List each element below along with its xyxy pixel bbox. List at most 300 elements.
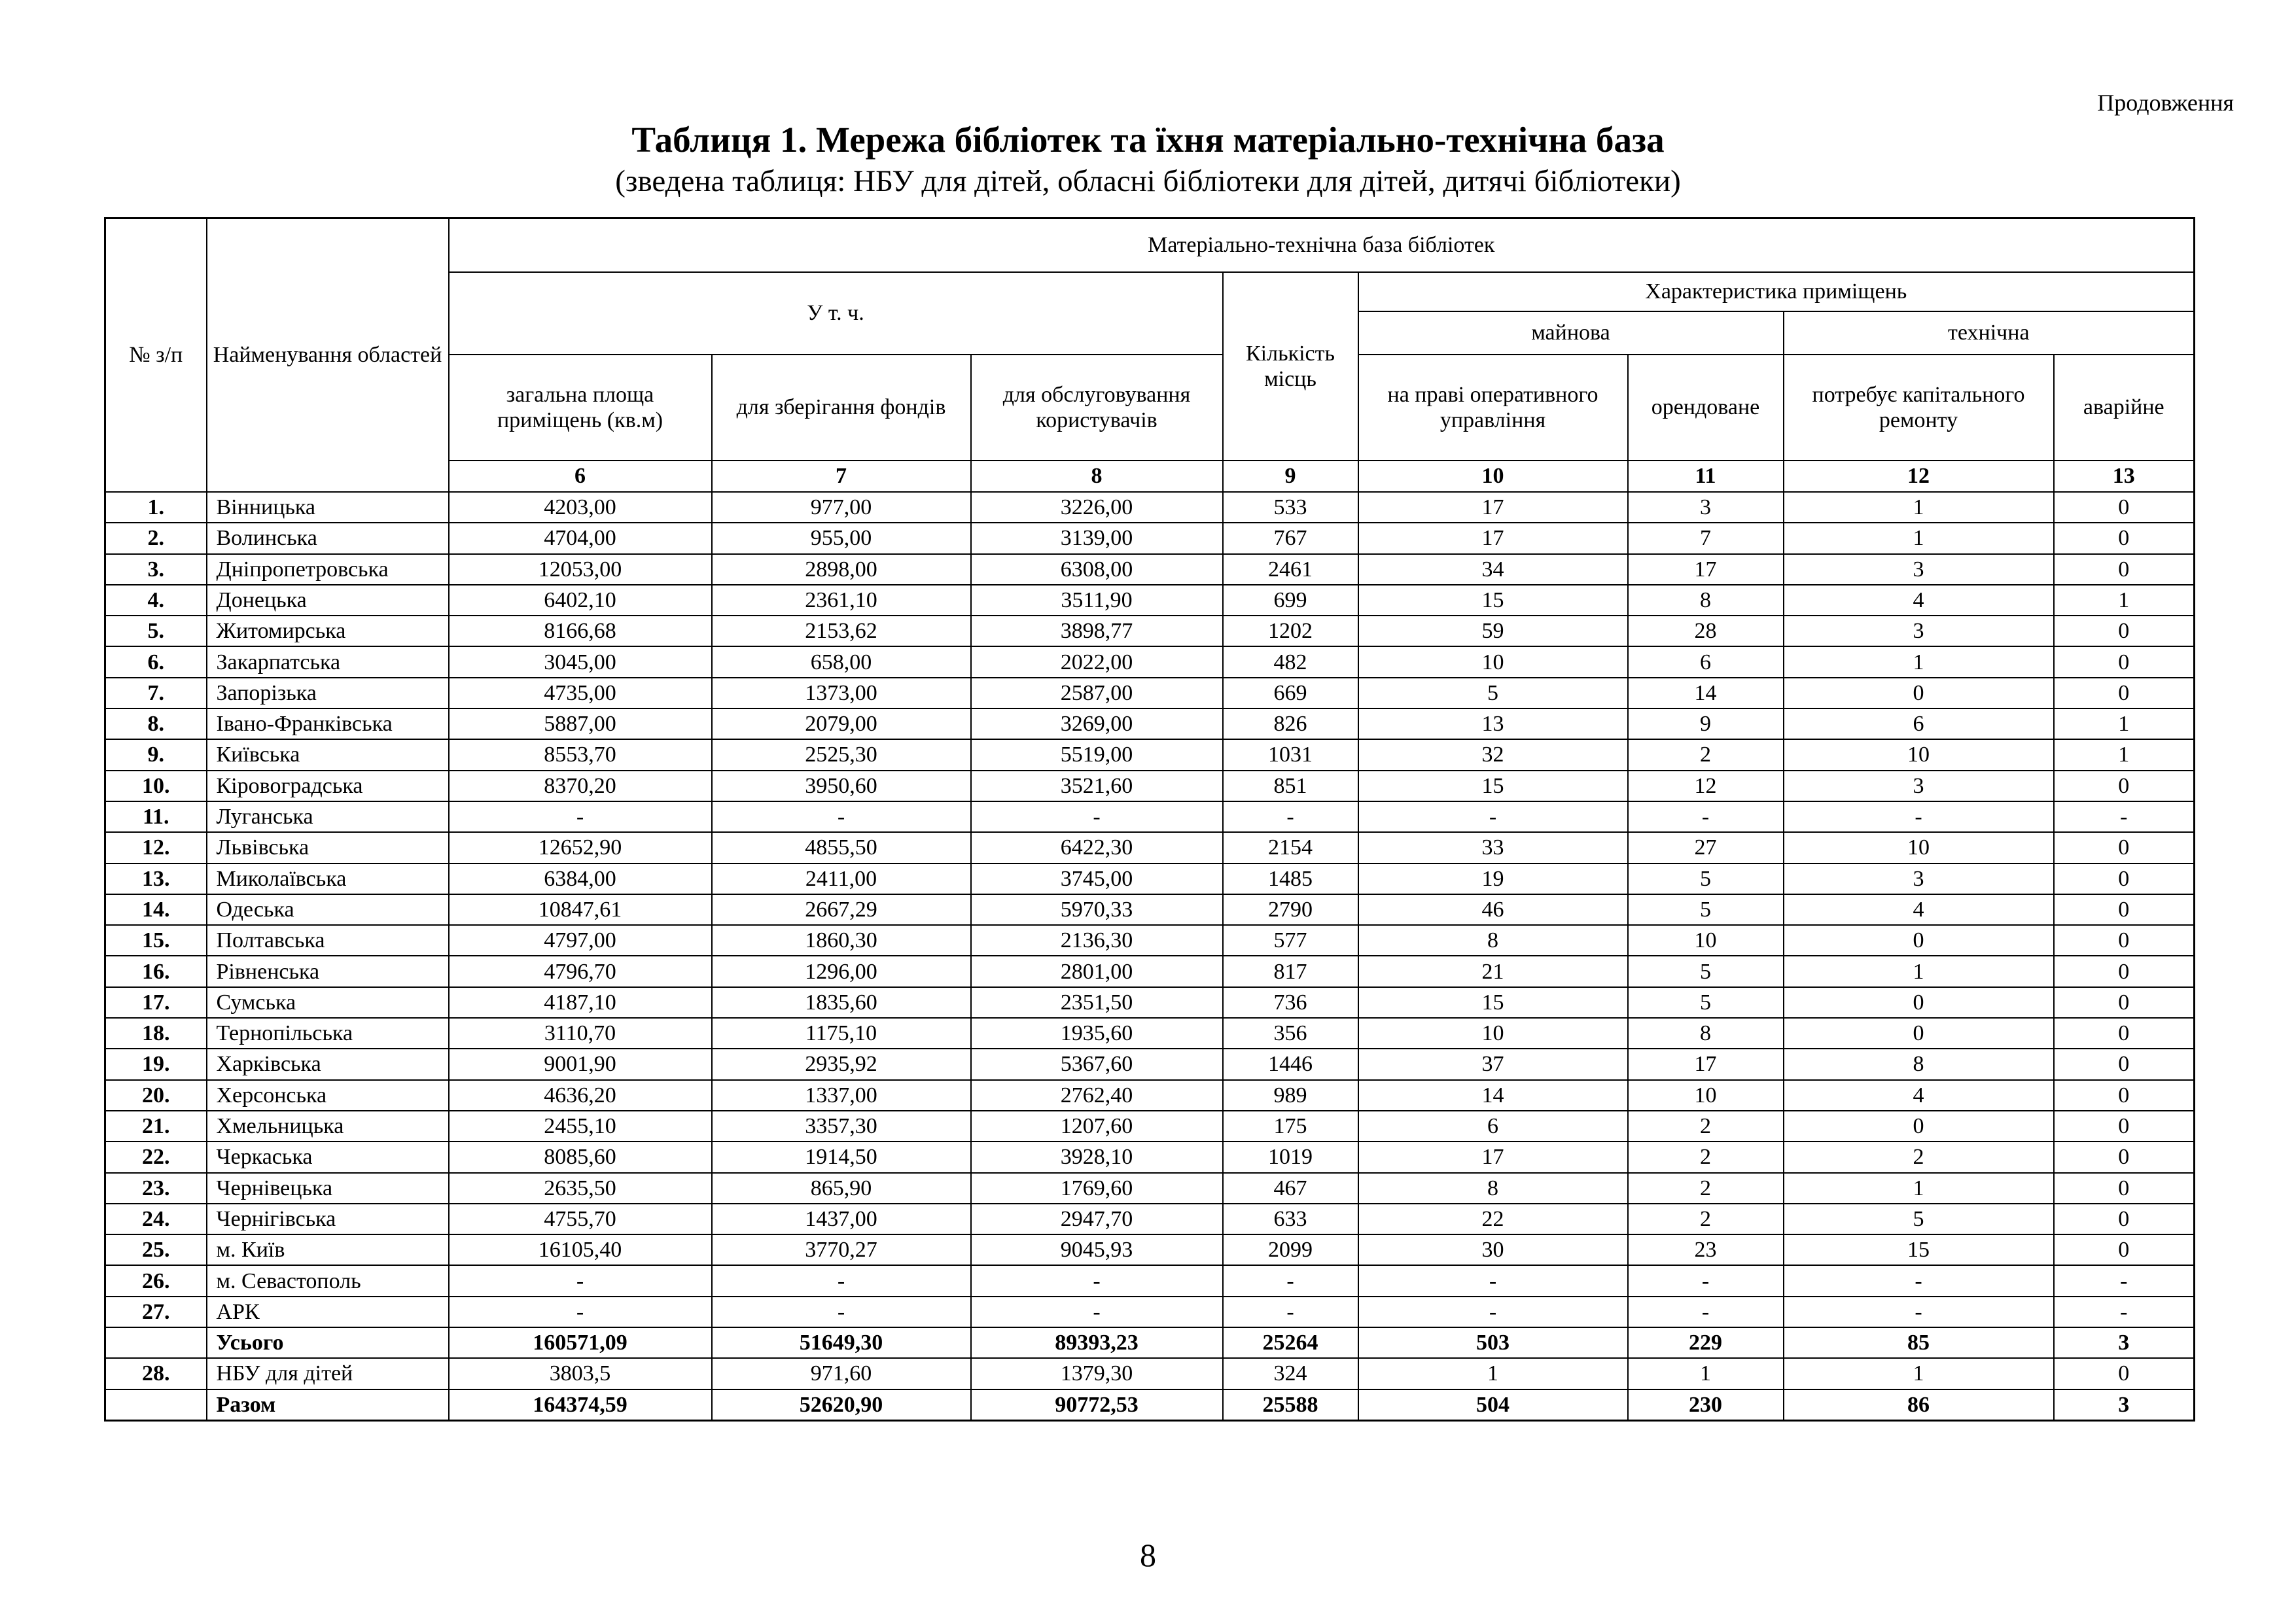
- value-cell: 955,00: [712, 523, 971, 553]
- row-number: 19.: [105, 1049, 207, 1079]
- value-cell: 971,60: [712, 1358, 971, 1389]
- value-cell: 8: [1358, 925, 1628, 956]
- value-cell: 6422,30: [971, 832, 1223, 863]
- row-number: 4.: [105, 585, 207, 616]
- region-name: Донецька: [207, 585, 449, 616]
- value-cell: 8166,68: [449, 616, 712, 646]
- value-cell: 577: [1223, 925, 1358, 956]
- value-cell: -: [1358, 801, 1628, 832]
- value-cell: 10: [1358, 646, 1628, 677]
- value-cell: 6402,10: [449, 585, 712, 616]
- value-cell: 5: [1628, 956, 1784, 986]
- value-cell: 1019: [1223, 1142, 1358, 1172]
- value-cell: 3045,00: [449, 646, 712, 677]
- column-number: 6: [449, 461, 712, 492]
- value-cell: 2762,40: [971, 1080, 1223, 1111]
- value-cell: 633: [1223, 1204, 1358, 1234]
- row-number: 8.: [105, 708, 207, 739]
- row-number: 11.: [105, 801, 207, 832]
- table-row: [105, 678, 2195, 708]
- value-cell: 1446: [1223, 1049, 1358, 1079]
- value-cell: 4704,00: [449, 523, 712, 553]
- value-cell: 2790: [1223, 894, 1358, 925]
- value-cell: 10: [1628, 925, 1784, 956]
- column-number: 13: [2054, 461, 2195, 492]
- value-cell: 8: [1784, 1049, 2054, 1079]
- value-cell: 3: [1784, 864, 2054, 894]
- region-name: м. Київ: [207, 1234, 449, 1265]
- header-total-area: загальна площа приміщень (кв.м): [449, 355, 712, 461]
- value-cell: 16105,40: [449, 1234, 712, 1265]
- region-name: м. Севастополь: [207, 1265, 449, 1296]
- region-name: Луганська: [207, 801, 449, 832]
- table-row: [105, 1080, 2195, 1111]
- value-cell: -: [449, 1297, 712, 1327]
- value-cell: 2: [1628, 739, 1784, 770]
- table-row: [105, 1142, 2195, 1172]
- value-cell: 1207,60: [971, 1111, 1223, 1142]
- table-row: [105, 585, 2195, 616]
- value-cell: 0: [2054, 864, 2195, 894]
- value-cell: 0: [1784, 987, 2054, 1018]
- value-cell: 9001,90: [449, 1049, 712, 1079]
- value-cell: 14: [1628, 678, 1784, 708]
- region-name: АРК: [207, 1297, 449, 1327]
- header-including: У т. ч.: [449, 272, 1223, 355]
- header-service: для обслуговування користувачів: [971, 355, 1223, 461]
- value-cell: 3928,10: [971, 1142, 1223, 1172]
- value-cell: 59: [1358, 616, 1628, 646]
- value-cell: 32: [1358, 739, 1628, 770]
- value-cell: 4636,20: [449, 1080, 712, 1111]
- value-cell: 4203,00: [449, 492, 712, 523]
- value-cell: 4: [1784, 894, 2054, 925]
- value-cell: 9045,93: [971, 1234, 1223, 1265]
- value-cell: 10: [1784, 739, 2054, 770]
- value-cell: -: [712, 1297, 971, 1327]
- value-cell: -: [2054, 1297, 2195, 1327]
- row-number: 2.: [105, 523, 207, 553]
- value-cell: 4797,00: [449, 925, 712, 956]
- value-cell: 0: [1784, 678, 2054, 708]
- value-cell: 1: [2054, 739, 2195, 770]
- region-name: НБУ для дітей: [207, 1358, 449, 1389]
- value-cell: 10847,61: [449, 894, 712, 925]
- value-cell: 22: [1358, 1204, 1628, 1234]
- value-cell: 0: [1784, 1018, 2054, 1049]
- value-cell: 15: [1358, 987, 1628, 1018]
- value-cell: 2: [1628, 1204, 1784, 1234]
- value-cell: 1835,60: [712, 987, 971, 1018]
- value-cell: 2898,00: [712, 554, 971, 585]
- table-row: [105, 1204, 2195, 1234]
- value-cell: 2: [1628, 1173, 1784, 1204]
- value-cell: -: [1784, 801, 2054, 832]
- value-cell: 1437,00: [712, 1204, 971, 1234]
- row-number: 1.: [105, 492, 207, 523]
- header-repair: потребує капітального ремонту: [1784, 355, 2054, 461]
- value-cell: 25264: [1223, 1327, 1358, 1358]
- region-name: Київська: [207, 739, 449, 770]
- value-cell: -: [1628, 1265, 1784, 1296]
- value-cell: 3226,00: [971, 492, 1223, 523]
- row-number: 6.: [105, 646, 207, 677]
- column-number: 7: [712, 461, 971, 492]
- table-row: [105, 1111, 2195, 1142]
- row-number: 21.: [105, 1111, 207, 1142]
- value-cell: 5887,00: [449, 708, 712, 739]
- value-cell: 6: [1358, 1111, 1628, 1142]
- value-cell: 2022,00: [971, 646, 1223, 677]
- value-cell: 4796,70: [449, 956, 712, 986]
- value-cell: 160571,09: [449, 1327, 712, 1358]
- value-cell: 230: [1628, 1389, 1784, 1421]
- table-row: [105, 1265, 2195, 1296]
- value-cell: 6308,00: [971, 554, 1223, 585]
- value-cell: 356: [1223, 1018, 1358, 1049]
- value-cell: 0: [2054, 1173, 2195, 1204]
- value-cell: 3898,77: [971, 616, 1223, 646]
- row-number: 25.: [105, 1234, 207, 1265]
- value-cell: 4855,50: [712, 832, 971, 863]
- row-number: 26.: [105, 1265, 207, 1296]
- value-cell: 0: [2054, 925, 2195, 956]
- value-cell: 3745,00: [971, 864, 1223, 894]
- value-cell: 27: [1628, 832, 1784, 863]
- value-cell: 4: [1784, 585, 2054, 616]
- value-cell: 33: [1358, 832, 1628, 863]
- value-cell: 3770,27: [712, 1234, 971, 1265]
- value-cell: 17: [1358, 523, 1628, 553]
- library-network-table: [104, 217, 2195, 1422]
- value-cell: 2461: [1223, 554, 1358, 585]
- table-row: [105, 1234, 2195, 1265]
- region-name: Одеська: [207, 894, 449, 925]
- table-row: [105, 894, 2195, 925]
- value-cell: 0: [2054, 832, 2195, 863]
- value-cell: 28: [1628, 616, 1784, 646]
- value-cell: 15: [1358, 771, 1628, 801]
- row-number: 3.: [105, 554, 207, 585]
- value-cell: 8370,20: [449, 771, 712, 801]
- value-cell: 2154: [1223, 832, 1358, 863]
- value-cell: 14: [1358, 1080, 1628, 1111]
- row-number: 9.: [105, 739, 207, 770]
- value-cell: 23: [1628, 1234, 1784, 1265]
- row-number: 18.: [105, 1018, 207, 1049]
- value-cell: 17: [1628, 1049, 1784, 1079]
- value-cell: 51649,30: [712, 1327, 971, 1358]
- header-premises: Характеристика приміщень: [1358, 272, 2195, 311]
- value-cell: 3: [1784, 771, 2054, 801]
- table-row: [105, 1018, 2195, 1049]
- region-name: Хмельницька: [207, 1111, 449, 1142]
- value-cell: 0: [1784, 1111, 2054, 1142]
- header-material-base: Матеріально-технічна база бібліотек: [449, 218, 2195, 273]
- row-number: 17.: [105, 987, 207, 1018]
- value-cell: 8: [1628, 585, 1784, 616]
- value-cell: 17: [1358, 492, 1628, 523]
- value-cell: -: [971, 1265, 1223, 1296]
- region-name: Херсонська: [207, 1080, 449, 1111]
- value-cell: 3511,90: [971, 585, 1223, 616]
- value-cell: 2801,00: [971, 956, 1223, 986]
- row-number: [105, 1327, 207, 1358]
- value-cell: 0: [2054, 523, 2195, 553]
- value-cell: 3803,5: [449, 1358, 712, 1389]
- table-title: Таблиця 1. Мережа бібліотек та їхня матеріально-технічна база: [631, 120, 1665, 160]
- value-cell: 1379,30: [971, 1358, 1223, 1389]
- value-cell: 0: [2054, 616, 2195, 646]
- region-name: Дніпропетровська: [207, 554, 449, 585]
- region-name: Рівненська: [207, 956, 449, 986]
- value-cell: 12652,90: [449, 832, 712, 863]
- row-number: 27.: [105, 1297, 207, 1327]
- value-cell: -: [971, 801, 1223, 832]
- value-cell: 0: [2054, 1204, 2195, 1234]
- value-cell: 0: [2054, 1358, 2195, 1389]
- table-row: [105, 646, 2195, 677]
- region-name: Полтавська: [207, 925, 449, 956]
- value-cell: 7: [1628, 523, 1784, 553]
- value-cell: 2136,30: [971, 925, 1223, 956]
- value-cell: 86: [1784, 1389, 2054, 1421]
- value-cell: 865,90: [712, 1173, 971, 1204]
- region-name: Чернігівська: [207, 1204, 449, 1234]
- value-cell: 0: [2054, 1142, 2195, 1172]
- value-cell: 0: [2054, 956, 2195, 986]
- header-region-name: Найменування областей: [207, 218, 449, 493]
- value-cell: 0: [2054, 1234, 2195, 1265]
- value-cell: 6384,00: [449, 864, 712, 894]
- value-cell: 1031: [1223, 739, 1358, 770]
- value-cell: 2635,50: [449, 1173, 712, 1204]
- value-cell: -: [712, 801, 971, 832]
- table-row: [105, 1389, 2195, 1421]
- region-name: Черкаська: [207, 1142, 449, 1172]
- table-row: [105, 987, 2195, 1018]
- value-cell: 2: [1784, 1142, 2054, 1172]
- continuation-label: Продовження: [2097, 90, 2234, 116]
- value-cell: 3: [2054, 1389, 2195, 1421]
- value-cell: 658,00: [712, 646, 971, 677]
- value-cell: 2: [1628, 1111, 1784, 1142]
- value-cell: 2351,50: [971, 987, 1223, 1018]
- value-cell: 1: [1784, 523, 2054, 553]
- region-name: Тернопільська: [207, 1018, 449, 1049]
- table-row: [105, 801, 2195, 832]
- value-cell: 1373,00: [712, 678, 971, 708]
- row-number: 15.: [105, 925, 207, 956]
- value-cell: 1: [1784, 1358, 2054, 1389]
- value-cell: 1: [1784, 646, 2054, 677]
- value-cell: 25588: [1223, 1389, 1358, 1421]
- value-cell: 1: [1628, 1358, 1784, 1389]
- value-cell: 1: [2054, 708, 2195, 739]
- table-row: [105, 708, 2195, 739]
- header-property: майнова: [1358, 311, 1784, 355]
- value-cell: 851: [1223, 771, 1358, 801]
- value-cell: 17: [1628, 554, 1784, 585]
- value-cell: 5: [1358, 678, 1628, 708]
- header-operational: на праві оперативного управління: [1358, 355, 1628, 461]
- row-number: 23.: [105, 1173, 207, 1204]
- value-cell: 4: [1784, 1080, 2054, 1111]
- value-cell: 1914,50: [712, 1142, 971, 1172]
- value-cell: 3950,60: [712, 771, 971, 801]
- region-name: Харківська: [207, 1049, 449, 1079]
- value-cell: 0: [2054, 1049, 2195, 1079]
- value-cell: 1: [1784, 1173, 2054, 1204]
- value-cell: 164374,59: [449, 1389, 712, 1421]
- region-name: Закарпатська: [207, 646, 449, 677]
- value-cell: 0: [2054, 1080, 2195, 1111]
- value-cell: -: [712, 1265, 971, 1296]
- region-name: Івано-Франківська: [207, 708, 449, 739]
- column-number: 9: [1223, 461, 1358, 492]
- value-cell: 3357,30: [712, 1111, 971, 1142]
- value-cell: 2667,29: [712, 894, 971, 925]
- table-row: [105, 616, 2195, 646]
- value-cell: 467: [1223, 1173, 1358, 1204]
- value-cell: 324: [1223, 1358, 1358, 1389]
- row-number: 24.: [105, 1204, 207, 1234]
- row-number: [105, 1389, 207, 1421]
- value-cell: 9: [1628, 708, 1784, 739]
- value-cell: 15: [1784, 1234, 2054, 1265]
- value-cell: 2079,00: [712, 708, 971, 739]
- table-row: [105, 523, 2195, 553]
- value-cell: 3521,60: [971, 771, 1223, 801]
- value-cell: 5970,33: [971, 894, 1223, 925]
- value-cell: 0: [2054, 554, 2195, 585]
- value-cell: 0: [2054, 771, 2195, 801]
- row-number: 12.: [105, 832, 207, 863]
- value-cell: 533: [1223, 492, 1358, 523]
- value-cell: 5367,60: [971, 1049, 1223, 1079]
- region-name: Волинська: [207, 523, 449, 553]
- region-name: Разом: [207, 1389, 449, 1421]
- value-cell: -: [971, 1297, 1223, 1327]
- value-cell: -: [2054, 1265, 2195, 1296]
- value-cell: 817: [1223, 956, 1358, 986]
- value-cell: 5: [1628, 987, 1784, 1018]
- value-cell: 1860,30: [712, 925, 971, 956]
- value-cell: 503: [1358, 1327, 1628, 1358]
- value-cell: 21: [1358, 956, 1628, 986]
- table-row: [105, 771, 2195, 801]
- row-number: 5.: [105, 616, 207, 646]
- value-cell: 3: [2054, 1327, 2195, 1358]
- value-cell: 2947,70: [971, 1204, 1223, 1234]
- value-cell: 34: [1358, 554, 1628, 585]
- value-cell: 2: [1628, 1142, 1784, 1172]
- value-cell: 767: [1223, 523, 1358, 553]
- column-number: 11: [1628, 461, 1784, 492]
- value-cell: -: [1784, 1265, 2054, 1296]
- table-row: [105, 832, 2195, 863]
- value-cell: 89393,23: [971, 1327, 1223, 1358]
- value-cell: 15: [1358, 585, 1628, 616]
- value-cell: 0: [2054, 492, 2195, 523]
- value-cell: 5: [1784, 1204, 2054, 1234]
- value-cell: -: [1223, 1265, 1358, 1296]
- region-name: Кіровоградська: [207, 771, 449, 801]
- value-cell: 3139,00: [971, 523, 1223, 553]
- value-cell: -: [1628, 1297, 1784, 1327]
- column-number: 12: [1784, 461, 2054, 492]
- region-name: Чернівецька: [207, 1173, 449, 1204]
- value-cell: 0: [2054, 678, 2195, 708]
- value-cell: 90772,53: [971, 1389, 1223, 1421]
- table-row: [105, 1358, 2195, 1389]
- column-number: 10: [1358, 461, 1628, 492]
- value-cell: 3: [1784, 554, 2054, 585]
- region-name: Усього: [207, 1327, 449, 1358]
- row-number: 7.: [105, 678, 207, 708]
- value-cell: 13: [1358, 708, 1628, 739]
- region-name: Сумська: [207, 987, 449, 1018]
- value-cell: 2935,92: [712, 1049, 971, 1079]
- header-storage: для зберігання фондів: [712, 355, 971, 461]
- header-seats: Кількість місць: [1223, 272, 1358, 461]
- value-cell: 3269,00: [971, 708, 1223, 739]
- row-number: 13.: [105, 864, 207, 894]
- value-cell: -: [1223, 1297, 1358, 1327]
- row-number: 28.: [105, 1358, 207, 1389]
- value-cell: 2455,10: [449, 1111, 712, 1142]
- value-cell: -: [1784, 1297, 2054, 1327]
- value-cell: 736: [1223, 987, 1358, 1018]
- value-cell: -: [1223, 801, 1358, 832]
- value-cell: 1337,00: [712, 1080, 971, 1111]
- value-cell: 3: [1784, 616, 2054, 646]
- value-cell: 0: [2054, 1111, 2195, 1142]
- value-cell: 10: [1628, 1080, 1784, 1111]
- value-cell: 10: [1358, 1018, 1628, 1049]
- value-cell: -: [1358, 1297, 1628, 1327]
- value-cell: 1: [1784, 492, 2054, 523]
- value-cell: 1935,60: [971, 1018, 1223, 1049]
- value-cell: 0: [2054, 894, 2195, 925]
- value-cell: 1296,00: [712, 956, 971, 986]
- region-name: Запорізька: [207, 678, 449, 708]
- value-cell: 8: [1628, 1018, 1784, 1049]
- value-cell: 85: [1784, 1327, 2054, 1358]
- value-cell: -: [1628, 801, 1784, 832]
- value-cell: 0: [2054, 987, 2195, 1018]
- value-cell: 977,00: [712, 492, 971, 523]
- page-number: 8: [1140, 1537, 1156, 1573]
- value-cell: 0: [2054, 1018, 2195, 1049]
- value-cell: 1485: [1223, 864, 1358, 894]
- value-cell: 2099: [1223, 1234, 1358, 1265]
- value-cell: 12053,00: [449, 554, 712, 585]
- value-cell: 482: [1223, 646, 1358, 677]
- value-cell: 0: [2054, 646, 2195, 677]
- value-cell: 8085,60: [449, 1142, 712, 1172]
- value-cell: 989: [1223, 1080, 1358, 1111]
- value-cell: -: [449, 1265, 712, 1296]
- value-cell: 2525,30: [712, 739, 971, 770]
- value-cell: 5: [1628, 894, 1784, 925]
- value-cell: 6: [1628, 646, 1784, 677]
- value-cell: -: [1358, 1265, 1628, 1296]
- value-cell: -: [2054, 801, 2195, 832]
- value-cell: 4735,00: [449, 678, 712, 708]
- table-row: [105, 864, 2195, 894]
- region-name: Житомирська: [207, 616, 449, 646]
